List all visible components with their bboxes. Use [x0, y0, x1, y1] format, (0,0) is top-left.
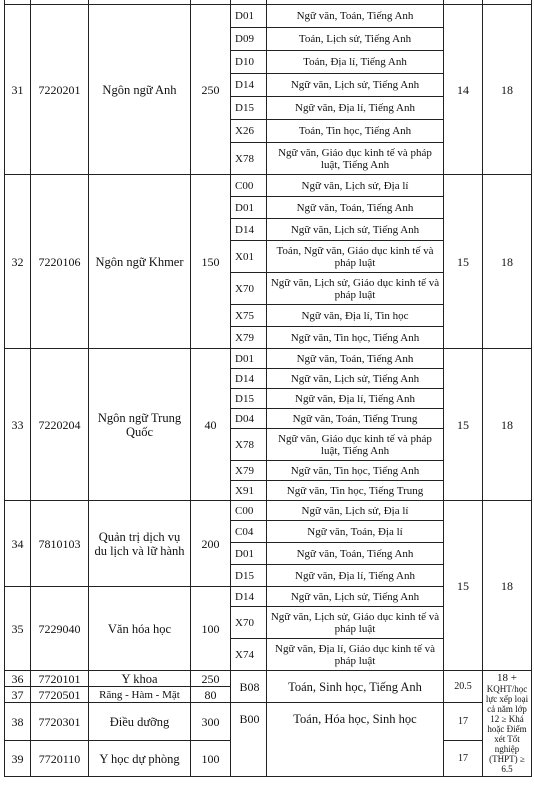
- score-academic: 18: [483, 349, 532, 501]
- table-row: [5, 5, 532, 28]
- combo-code: X79: [231, 461, 267, 481]
- row-number: 35: [5, 587, 31, 671]
- quota: 300: [191, 703, 231, 741]
- row-number: 36: [5, 671, 31, 687]
- combo-subjects: Ngữ văn, Địa lí, Giáo dục kinh tế và pháp luật: [267, 639, 444, 671]
- combo-code: X78: [231, 429, 267, 461]
- row-number: 33: [5, 349, 31, 501]
- table-row: [5, 671, 532, 687]
- major-code: 7220106: [31, 175, 89, 349]
- admission-condition: [483, 671, 532, 777]
- quota: 80: [191, 687, 231, 703]
- combo-code: D15: [231, 389, 267, 409]
- combo-subjects: Ngữ văn, Lịch sử, Giáo dục kinh tế và pháp luật: [267, 273, 444, 305]
- combo-code: X91: [231, 481, 267, 501]
- combo-code: X01: [231, 241, 267, 273]
- combo-code: D04: [231, 409, 267, 429]
- quota: 100: [191, 741, 231, 777]
- score-threshold: 15: [444, 501, 483, 671]
- row-number: 34: [5, 501, 31, 587]
- combo-code: X70: [231, 273, 267, 305]
- quota: 150: [191, 175, 231, 349]
- combo-code: B00: [231, 703, 267, 777]
- combo-subjects: Toán, Tin học, Tiếng Anh: [267, 120, 444, 143]
- combo-subjects: Ngữ văn, Lịch sử, Tiếng Anh: [267, 74, 444, 97]
- major-name: Răng - Hàm - Mặt: [89, 687, 191, 703]
- major-name: Quản trị dịch vụ du lịch và lữ hành: [89, 501, 191, 587]
- major-name: Văn hóa học: [89, 587, 191, 671]
- combo-code: C00: [231, 501, 267, 521]
- combo-subjects: Ngữ văn, Toán, Tiếng Anh: [267, 197, 444, 219]
- major-name: Ngôn ngữ Khmer: [89, 175, 191, 349]
- combo-subjects: Ngữ văn, Địa lí, Tin học: [267, 305, 444, 327]
- quota: 250: [191, 671, 231, 687]
- score-academic: 18: [483, 175, 532, 349]
- combo-subjects: Ngữ văn, Địa lí, Tiếng Anh: [267, 97, 444, 120]
- major-code: 7229040: [31, 587, 89, 671]
- major-name: Y học dự phòng: [89, 741, 191, 777]
- combo-code: X74: [231, 639, 267, 671]
- row-number: 32: [5, 175, 31, 349]
- combo-code: D01: [231, 349, 267, 369]
- combo-subjects: Ngữ văn, Toán, Địa lí: [267, 521, 444, 543]
- condition-text: KQHT/học lực xếp loại cả năm lớp 12 ≥ Khá hoặc Điểm xét Tốt nghiệp (THPT) ≥ 6.5: [485, 684, 529, 774]
- combo-code: D14: [231, 74, 267, 97]
- combo-subjects: Ngữ văn, Toán, Tiếng Trung: [267, 409, 444, 429]
- score-threshold: 15: [444, 349, 483, 501]
- combo-code: X70: [231, 607, 267, 639]
- combo-subjects: Ngữ văn, Toán, Tiếng Anh: [267, 349, 444, 369]
- combo-subjects: Toán, Hóa học, Sinh học: [267, 703, 444, 777]
- combo-subjects: Ngữ văn, Địa lí, Tiếng Anh: [267, 565, 444, 587]
- combo-subjects: Toán, Lịch sử, Tiếng Anh: [267, 28, 444, 51]
- table-row: [5, 703, 532, 741]
- combo-code: D01: [231, 197, 267, 219]
- condition-lead: 18 +: [497, 672, 517, 684]
- combo-code: X79: [231, 327, 267, 349]
- score-threshold: 14: [444, 5, 483, 175]
- table-row: [5, 175, 532, 197]
- major-name: Y khoa: [89, 671, 191, 687]
- row-number: 37: [5, 687, 31, 703]
- quota: 250: [191, 5, 231, 175]
- major-code: 7220204: [31, 349, 89, 501]
- combo-subjects: Ngữ văn, Lịch sử, Tiếng Anh: [267, 587, 444, 607]
- row-number: 38: [5, 703, 31, 741]
- major-name: Ngôn ngữ Anh: [89, 5, 191, 175]
- quota: 40: [191, 349, 231, 501]
- combo-code: D14: [231, 587, 267, 607]
- combo-subjects: Toán, Sinh học, Tiếng Anh: [267, 671, 444, 703]
- combo-subjects: Ngữ văn, Tin học, Tiếng Trung: [267, 481, 444, 501]
- quota: 200: [191, 501, 231, 587]
- combo-code: D09: [231, 28, 267, 51]
- combo-code: X75: [231, 305, 267, 327]
- quota: 100: [191, 587, 231, 671]
- combo-subjects: Toán, Địa lí, Tiếng Anh: [267, 51, 444, 74]
- major-name: Điều dưỡng: [89, 703, 191, 741]
- major-code: 7220201: [31, 5, 89, 175]
- combo-subjects: Ngữ văn, Lịch sử, Tiếng Anh: [267, 219, 444, 241]
- score-threshold: 17: [444, 741, 483, 777]
- combo-code: D15: [231, 97, 267, 120]
- combo-code: C00: [231, 175, 267, 197]
- admission-table: [4, 0, 532, 777]
- combo-code: D10: [231, 51, 267, 74]
- score-threshold: 15: [444, 175, 483, 349]
- combo-code: C04: [231, 521, 267, 543]
- combo-subjects: Ngữ văn, Giáo dục kinh tế và pháp luật, Tiếng Anh: [267, 429, 444, 461]
- row-number: 39: [5, 741, 31, 777]
- score-academic: 18: [483, 5, 532, 175]
- major-code: 7720501: [31, 687, 89, 703]
- row-number: 31: [5, 5, 31, 175]
- combo-subjects: Ngữ văn, Địa lí, Tiếng Anh: [267, 389, 444, 409]
- table-row: [5, 501, 532, 521]
- combo-code: D15: [231, 565, 267, 587]
- combo-code: D01: [231, 543, 267, 565]
- combo-code: B08: [231, 671, 267, 703]
- major-code: 7720110: [31, 741, 89, 777]
- combo-code: X78: [231, 143, 267, 175]
- major-code: 7720301: [31, 703, 89, 741]
- major-code: 7810103: [31, 501, 89, 587]
- major-code: 7720101: [31, 671, 89, 687]
- combo-subjects: Toán, Ngữ văn, Giáo dục kinh tế và pháp luật: [267, 241, 444, 273]
- combo-code: X26: [231, 120, 267, 143]
- combo-subjects: Ngữ văn, Toán, Tiếng Anh: [267, 5, 444, 28]
- major-name: Ngôn ngữ Trung Quốc: [89, 349, 191, 501]
- score-academic: 18: [483, 501, 532, 671]
- combo-code: D14: [231, 369, 267, 389]
- table-row: [5, 349, 532, 369]
- combo-subjects: Ngữ văn, Lịch sử, Tiếng Anh: [267, 369, 444, 389]
- combo-subjects: Ngữ văn, Tin học, Tiếng Anh: [267, 327, 444, 349]
- combo-subjects: Ngữ văn, Toán, Tiếng Anh: [267, 543, 444, 565]
- combo-subjects: Ngữ văn, Lịch sử, Giáo dục kinh tế và pháp luật: [267, 607, 444, 639]
- combo-code: D14: [231, 219, 267, 241]
- combo-subjects: Ngữ văn, Lịch sử, Địa lí: [267, 501, 444, 521]
- combo-subjects: Ngữ văn, Giáo dục kinh tế và pháp luật, Tiếng Anh: [267, 143, 444, 175]
- combo-subjects: Ngữ văn, Lịch sử, Địa lí: [267, 175, 444, 197]
- score-threshold: 20.5: [444, 671, 483, 703]
- combo-subjects: Ngữ văn, Tin học, Tiếng Anh: [267, 461, 444, 481]
- combo-code: D01: [231, 5, 267, 28]
- score-threshold: 17: [444, 703, 483, 741]
